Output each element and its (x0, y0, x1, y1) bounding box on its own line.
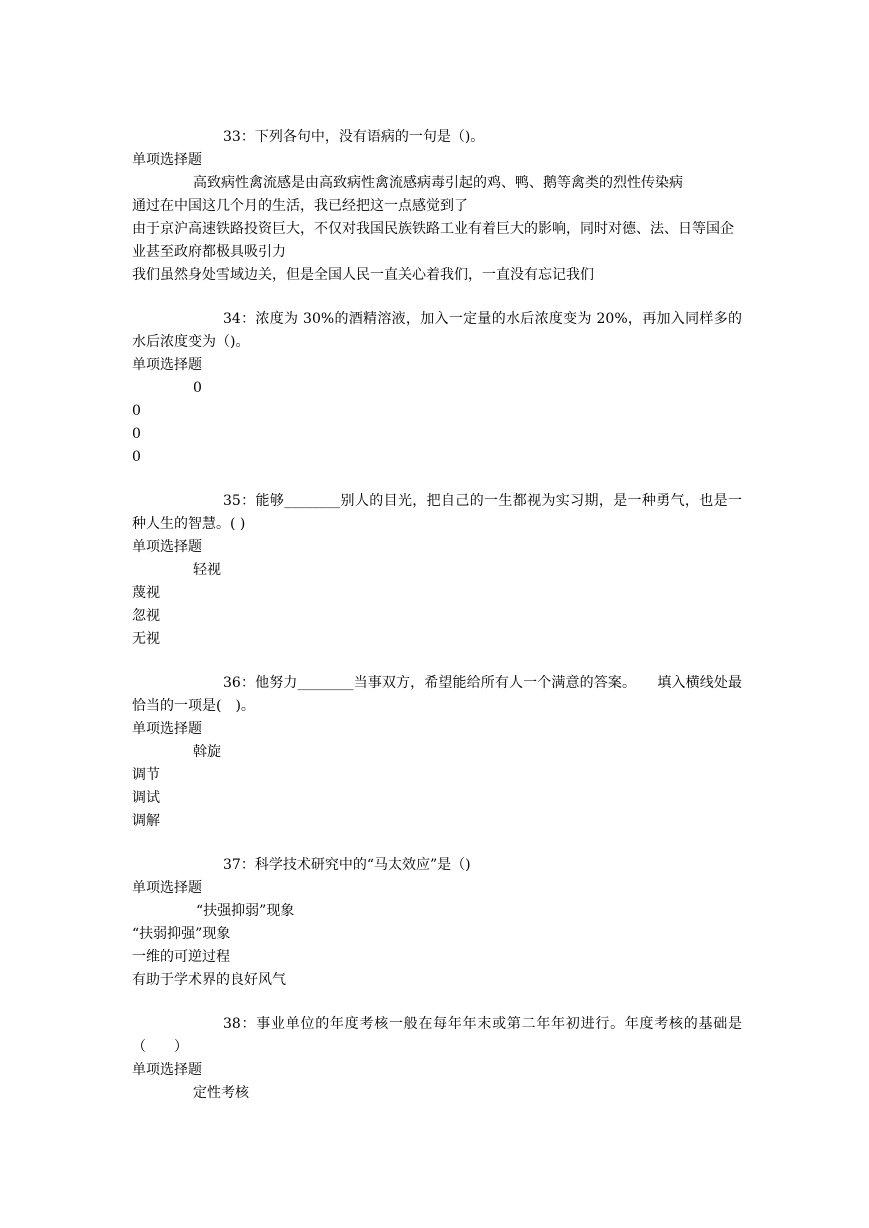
question-text: 37：科学技术研究中的“马太效应”是（) (223, 857, 471, 873)
option-b: “扶弱抑强”现象 (132, 926, 231, 942)
question-36 (132, 672, 742, 833)
option-d: 调解 (132, 813, 160, 829)
option-d: 有助于学术界的良好风气 (132, 972, 286, 988)
question-35 (132, 490, 742, 651)
option-c: 一维的可逆过程 (132, 949, 230, 965)
question-type: 单项选择题 (132, 357, 202, 373)
question-text: 34：浓度为 30%的酒精溶液，加入一定量的水后浓度变为 20%，再加入同样多的水后浓度变为（)。 (132, 311, 742, 350)
option-b: 蔑视 (132, 585, 160, 601)
option-c: 调试 (132, 790, 160, 806)
option-a: 斡旋 (193, 744, 221, 760)
option-a: 高致病性禽流感是由高致病性禽流感病毒引起的鸡、鸭、鹅等禽类的烈性传染病 (193, 175, 683, 191)
option-d: 我们虽然身处雪域边关，但是全国人民一直关心着我们，一直没有忘记我们 (132, 267, 594, 283)
question-type: 单项选择题 (132, 721, 202, 737)
option-c: 由于京沪高速铁路投资巨大，不仅对我国民族铁路工业有着巨大的影响，同时对德、法、日等国企业甚至政府都极具吸引力 (132, 221, 734, 260)
question-type: 单项选择题 (132, 152, 202, 168)
question-type: 单项选择题 (132, 880, 202, 896)
option-c: 0 (132, 426, 141, 442)
question-33 (132, 126, 742, 287)
question-38 (132, 1013, 742, 1105)
option-d: 0 (132, 449, 141, 465)
question-type: 单项选择题 (132, 539, 202, 555)
question-text: 33：下列各句中，没有语病的一句是（)。 (223, 129, 485, 145)
option-a: 0 (193, 380, 202, 396)
option-a: “扶强抑弱”现象 (196, 903, 295, 919)
option-a: 轻视 (193, 562, 221, 578)
exam-page (132, 126, 742, 1126)
question-text: 36：他努力________当事双方，希望能给所有人一个满意的答案。 填入横线处最恰当的一项是( )。 (132, 675, 742, 714)
question-type: 单项选择题 (132, 1062, 202, 1078)
question-text: 35：能够________别人的目光，把自己的一生都视为实习期，是一种勇气，也是一种人生的智慧。( ) (132, 493, 742, 532)
option-a: 定性考核 (193, 1085, 249, 1101)
option-b: 0 (132, 403, 141, 419)
option-c: 忽视 (132, 608, 160, 624)
question-34 (132, 308, 742, 469)
question-37 (132, 854, 742, 992)
option-b: 调节 (132, 767, 160, 783)
option-d: 无视 (132, 631, 160, 647)
question-text: 38：事业单位的年度考核一般在每年年末或第二年年初进行。年度考核的基础是（ ） (132, 1016, 742, 1055)
option-b: 通过在中国这几个月的生活，我已经把这一点感觉到了 (132, 198, 468, 214)
